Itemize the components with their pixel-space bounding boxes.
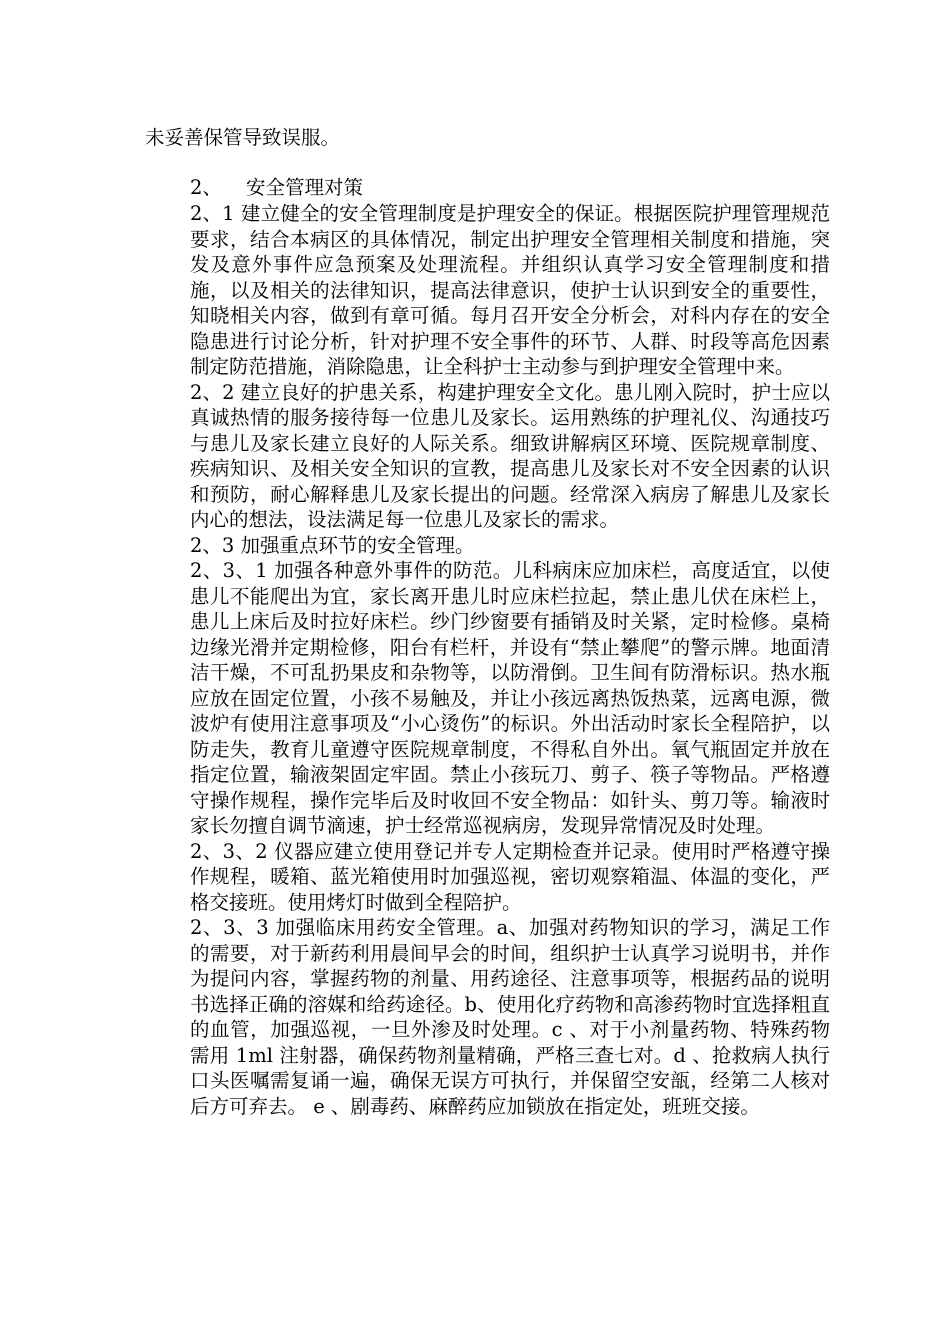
document-body [190,201,830,1119]
section-heading [190,175,363,201]
paragraph-2-3-1: 2、3、1 加强各种意外事件的防范。儿科病床应加床栏，高度适宜，以使患儿不能爬出为宜，家长离开患儿时应床栏拉起，禁止患儿伏在床栏上，患儿上床后及时拉好床栏。纱门纱窗要有插销及时关紧，定时检修。桌椅边缘光滑并定期检修，阳台有栏杆，并设有“禁止攀爬”的警示牌。地面清洁干燥，不可乱扔果皮和杂物等，以防滑倒。卫生间有防滑标识。热水瓶应放在固定位置，小孩不易触及，并让小孩远离热饭热菜，远离电源，微波炉有使用注意事项及“小心烫伤”的标识。外出活动时家长全程陪护，以防走失，教育儿童遵守医院规章制度，不得私自外出。氧气瓶固定并放在指定位置，输液架固定牢固。禁止小孩玩刀、剪子、筷子等物品。严格遵守操作规程，操作完毕后及时收回不安全物品：如针头、剪刀等。输液时家长勿擅自调节滴速，护士经常巡视病房，发现异常情况及时处理。 [190,559,830,837]
paragraph-2-3-3: 2、3、3 加强临床用药安全管理。a、加强对药物知识的学习，满足工作的需要，对于新药利用晨间早会的时间，组织护士认真学习说明书，并作为提问内容，掌握药物的剂量、用药途径、注意事项等，根据药品的说明书选择正确的溶媒和给药途径。b、使用化疗药物和高渗药物时宜选择粗直的血管，加强巡视，一旦外渗及时处理。c 、对于小剂量药物、特殊药物需用 1ml 注射器，确保药物剂量精确，严格三查七对。d 、抢救病人执行口头医嘱需复诵一遍，确保无误方可执行，并保留空安瓿，经第二人核对后方可弃去。 e 、剧毒药、麻醉药应加锁放在指定处，班班交接。 [190,916,830,1118]
paragraph-2-3-2: 2、3、2 仪器应建立使用登记并专人定期检查并记录。使用时严格遵守操作规程，暖箱、蓝光箱使用时加强巡视，密切观察箱温、体温的变化，严格交接班。使用烤灯时做到全程陪护。 [190,839,830,914]
section-title: 安全管理对策 [246,176,364,199]
paragraph-2-2: 2、2 建立良好的护患关系，构建护理安全文化。患儿刚入院时，护士应以真诚热情的服务接待每一位患儿及家长。运用熟练的护理礼仪、沟通技巧与患儿及家长建立良好的人际关系。细致讲解病区环境、医院规章制度、疾病知识、及相关安全知识的宣教，提高患儿及家长对不安全因素的认识和预防，耐心解释患儿及家长提出的问题。经常深入病房了解患儿及家长内心的想法，设法满足每一位患儿及家长的需求。 [190,380,830,531]
section-number: 2、 [190,176,222,199]
paragraph-2-1: 2、1 建立健全的安全管理制度是护理安全的保证。根据医院护理管理规范要求，结合本病区的具体情况，制定出护理安全管理相关制度和措施，突发及意外事件应急预案及处理流程。并组织认真学习安全管理制度和措施，以及相关的法律知识，提高法律意识，使护士认识到安全的重要性，知晓相关内容，做到有章可循。每月召开安全分析会，对科内存在的安全隐患进行讨论分析，针对护理不安全事件的环节、人群、时段等高危因素制定防范措施，消除隐患，让全科护士主动参与到护理安全管理中来。 [190,202,830,378]
continuation-line: 未妥善保管导致误服。 [145,126,341,149]
paragraph-2-3: 2、3 加强重点环节的安全管理。 [190,533,475,557]
